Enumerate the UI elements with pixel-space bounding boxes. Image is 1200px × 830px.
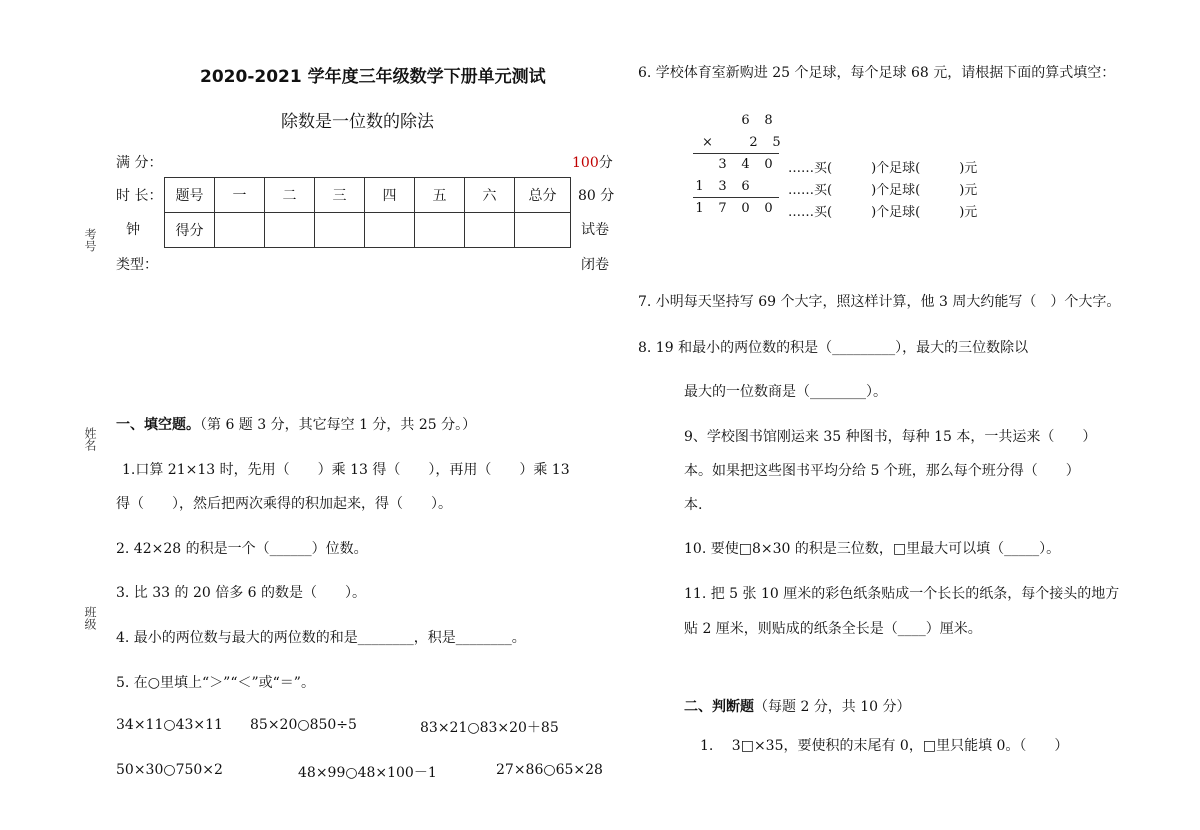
calc-row-sum <box>688 201 780 216</box>
calc-row-top <box>734 113 780 128</box>
score-cell[interactable] <box>265 213 315 248</box>
page-subtitle: 除数是一位数的除法 <box>281 112 434 132</box>
score-header-cell: 二 <box>265 178 315 213</box>
score-header-cell: 三 <box>315 178 365 213</box>
question-3: 3. 比 33 的 20 倍多 6 的数是（ ）。 <box>116 585 367 601</box>
calc-divider <box>693 197 779 198</box>
calc-digit: 8 <box>764 113 773 128</box>
calc-digit: 6 <box>741 179 750 194</box>
score-header-cell: 一 <box>215 178 265 213</box>
time-value: 80 分 <box>578 188 615 204</box>
time-label: 时 长： <box>116 188 163 204</box>
calc-digit: 7 <box>718 201 727 216</box>
score-table <box>164 177 571 248</box>
paper-label: 试卷 <box>581 222 609 238</box>
question-1-line-2: 得（ ），然后把两次乘得的积加起来，得（ ）。 <box>116 496 452 512</box>
calc-digit: 0 <box>741 201 750 216</box>
question-6: 6. 学校体育室新购进 25 个足球，每个足球 68 元，请根据下面的算式填空： <box>638 65 1116 81</box>
type-value: 闭卷 <box>581 257 609 273</box>
score-header-cell: 六 <box>465 178 515 213</box>
binding-label-kaohao: 考号 <box>83 228 97 252</box>
judgment-question-1: 1. 3□×35，要使积的末尾有 0，□里只能填 0。（ ） <box>700 738 1069 754</box>
score-cell[interactable] <box>215 213 265 248</box>
section1-heading-title: 一、填空题。 <box>116 417 200 433</box>
question-8-line-1: 8. 19 和最小的两位数的积是（_________），最大的三位数除以 <box>638 340 1029 356</box>
compare-item: 83×21○83×20＋85 <box>420 720 559 736</box>
calc-row-partial-1 <box>711 157 780 172</box>
score-header-cell: 四 <box>365 178 415 213</box>
calc-digit: 2 <box>749 135 758 150</box>
question-9-line-1: 9、学校图书馆刚运来 35 种图书，每种 15 本，一共运来（ ） <box>684 429 1097 445</box>
question-8-line-2: 最大的一位数商是（________）。 <box>684 384 887 400</box>
calc-digit: 5 <box>772 135 781 150</box>
full-score-number: 100 <box>572 155 599 171</box>
page-title: 2020-2021 学年度三年级数学下册单元测试 <box>200 67 546 87</box>
section1-heading <box>116 414 476 434</box>
score-cell[interactable] <box>365 213 415 248</box>
binding-label-xingming: 姓名 <box>83 427 97 451</box>
compare-item: 34×11○43×11 <box>116 717 223 733</box>
score-header-cell: 题号 <box>165 178 215 213</box>
question-5: 5. 在○里填上“＞”“＜”或“＝”。 <box>116 675 315 691</box>
full-score-value <box>572 152 613 172</box>
question-4: 4. 最小的两位数与最大的两位数的和是________，积是________。 <box>116 630 526 646</box>
score-header-cell: 五 <box>415 178 465 213</box>
calc-digit: 3 <box>718 179 727 194</box>
section2-heading-note: （每题 2 分，共 10 分） <box>754 699 911 715</box>
calc-digit: 3 <box>718 157 727 172</box>
calc-row-mid <box>696 135 788 150</box>
section2-heading <box>684 696 911 716</box>
compare-item: 27×86○65×28 <box>496 762 603 778</box>
calc-divider <box>693 153 779 154</box>
score-table-header-row <box>165 178 571 213</box>
calc-digit: 1 <box>695 201 704 216</box>
score-row-label: 得分 <box>165 213 215 248</box>
score-cell[interactable] <box>515 213 571 248</box>
calc-digit: 6 <box>741 113 750 128</box>
full-score-unit: 分 <box>598 155 613 171</box>
compare-item: 85×20○850÷5 <box>250 717 357 733</box>
question-9-line-2: 本。如果把这些图书平均分给 5 个班，那么每个班分得（ ） <box>684 463 1080 479</box>
score-header-cell: 总分 <box>515 178 571 213</box>
times-sign: × <box>702 135 713 150</box>
question-1-line-1: 1.口算 21×13 时，先用（ ）乘 13 得（ ），再用（ ）乘 13 <box>122 462 570 478</box>
type-label: 类型： <box>116 257 158 273</box>
calc-digit: 4 <box>741 157 750 172</box>
score-cell[interactable] <box>415 213 465 248</box>
calc-fill-line: ……买( )个足球( )元 <box>788 161 978 176</box>
question-2: 2. 42×28 的积是一个（______）位数。 <box>116 541 368 557</box>
calc-fill-line: ……买( )个足球( )元 <box>788 205 978 220</box>
question-10: 10. 要使□8×30 的积是三位数，□里最大可以填（_____）。 <box>684 541 1061 557</box>
question-9-line-3: 本. <box>684 497 703 513</box>
calc-digit: 0 <box>764 157 773 172</box>
score-cell[interactable] <box>315 213 365 248</box>
minute-char: 钟 <box>126 222 140 238</box>
question-11-line-1: 11. 把 5 张 10 厘米的彩色纸条贴成一个长长的纸条，每个接头的地方 <box>684 586 1120 602</box>
calc-digit: 0 <box>764 201 773 216</box>
compare-item: 48×99○48×100－1 <box>298 765 437 781</box>
binding-label-banji: 班级 <box>83 606 97 630</box>
calc-row-partial-2 <box>688 179 757 194</box>
calc-digit: 1 <box>695 179 704 194</box>
compare-item: 50×30○750×2 <box>116 762 223 778</box>
question-11-line-2: 贴 2 厘米，则贴成的纸条全长是（____）厘米。 <box>684 621 982 637</box>
section2-heading-title: 二、判断题 <box>684 699 754 715</box>
score-table-score-row <box>165 213 571 248</box>
full-score-label: 满 分： <box>116 155 163 171</box>
calc-fill-line: ……买( )个足球( )元 <box>788 183 978 198</box>
question-7: 7. 小明每天坚持写 69 个大字，照这样计算，他 3 周大约能写（ ）个大字。 <box>638 294 1121 310</box>
score-cell[interactable] <box>465 213 515 248</box>
section1-heading-note: （第 6 题 3 分，其它每空 1 分，共 25 分。） <box>200 417 477 433</box>
